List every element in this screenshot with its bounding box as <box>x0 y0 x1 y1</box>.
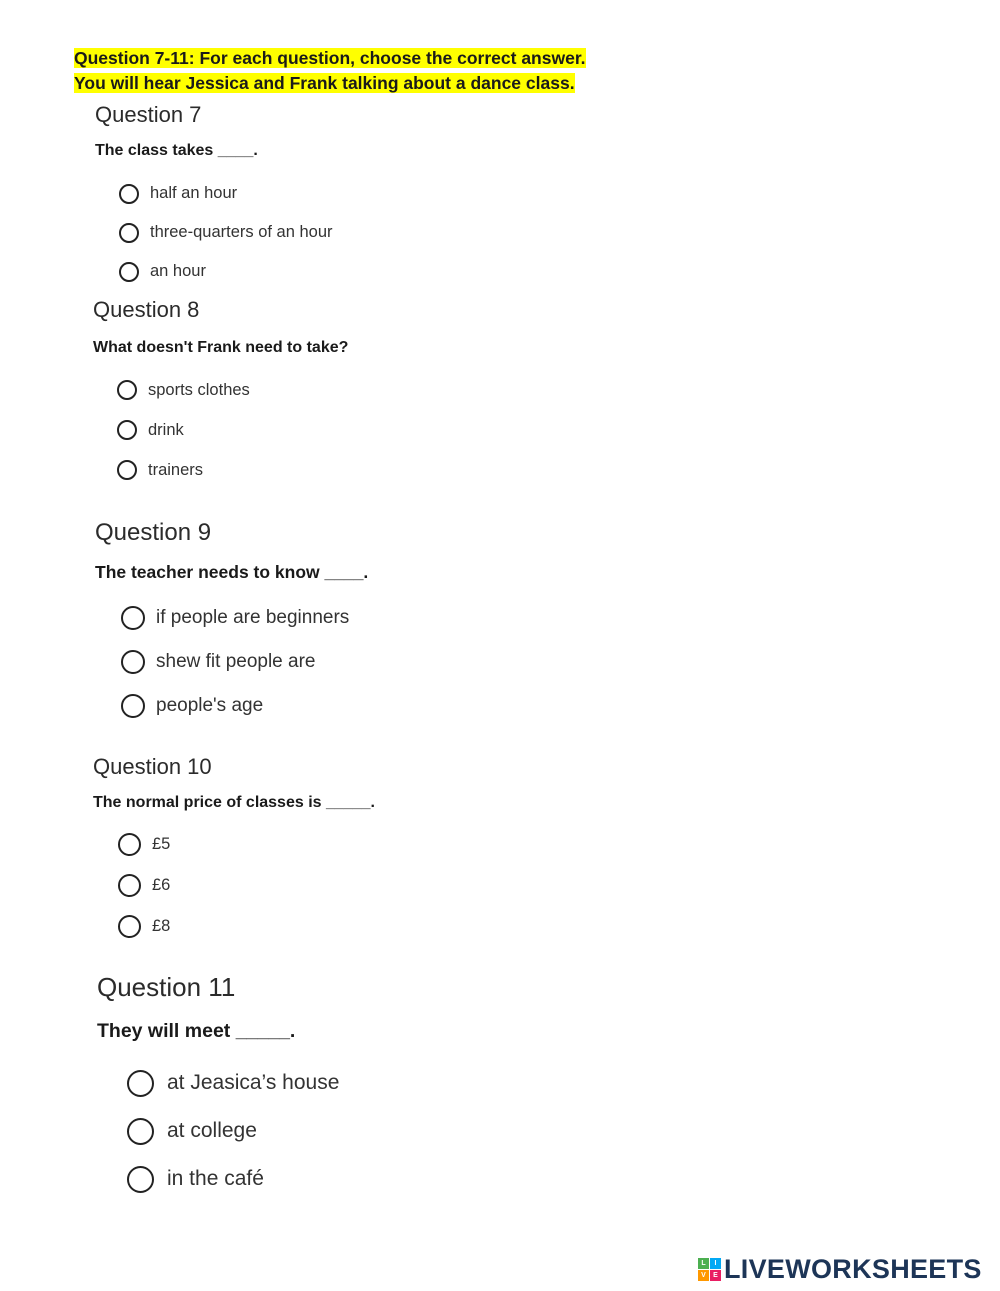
question-title: Question 11 <box>97 972 236 1002</box>
options-list <box>117 370 348 490</box>
radio-button[interactable] <box>127 1166 154 1193</box>
radio-button[interactable] <box>119 262 139 282</box>
answer-option[interactable] <box>117 410 348 450</box>
answer-option[interactable] <box>121 596 368 640</box>
answer-option[interactable] <box>117 370 348 410</box>
logo-text: LIVEWORKSHEETS <box>724 1254 982 1284</box>
answer-option[interactable] <box>119 252 333 291</box>
answer-option[interactable] <box>119 174 333 213</box>
radio-button[interactable] <box>117 420 137 440</box>
option-label: people's age <box>156 695 264 716</box>
answer-option[interactable] <box>127 1059 339 1107</box>
radio-button[interactable] <box>127 1118 154 1145</box>
option-label: at Jeasica’s house <box>167 1071 340 1094</box>
answer-option[interactable] <box>121 684 368 728</box>
question-8 <box>93 297 348 490</box>
question-prompt: What doesn't Frank need to take? <box>93 339 349 356</box>
question-prompt: They will meet _____. <box>97 1020 296 1042</box>
logo-mark-letter: I <box>710 1258 721 1269</box>
logo-mark-icon <box>698 1258 721 1281</box>
radio-button[interactable] <box>117 460 137 480</box>
option-label: three-quarters of an hour <box>150 223 333 241</box>
instructions <box>74 46 586 96</box>
instructions-line-2: You will hear Jessica and Frank talking about a dance class. <box>74 73 575 93</box>
options-list <box>118 824 375 947</box>
radio-button[interactable] <box>121 650 145 674</box>
option-label: if people are beginners <box>156 607 350 628</box>
option-label: £5 <box>152 835 171 853</box>
logo-mark-letter: L <box>698 1258 709 1269</box>
instructions-line-1: Question 7-11: For each question, choose the correct answer. <box>74 48 586 68</box>
radio-button[interactable] <box>118 874 141 897</box>
radio-button[interactable] <box>121 694 145 718</box>
radio-button[interactable] <box>127 1070 154 1097</box>
option-label: half an hour <box>150 184 238 202</box>
option-label: £6 <box>152 876 171 894</box>
option-label: drink <box>148 420 184 439</box>
question-prompt: The teacher needs to know ____. <box>95 562 369 582</box>
answer-option[interactable] <box>117 450 348 490</box>
option-label: trainers <box>148 460 204 479</box>
answer-option[interactable] <box>118 865 375 906</box>
options-list <box>127 1059 339 1203</box>
radio-button[interactable] <box>118 915 141 938</box>
option-label: £8 <box>152 917 171 935</box>
answer-option[interactable] <box>121 640 368 684</box>
question-title: Question 10 <box>93 754 212 779</box>
answer-option[interactable] <box>127 1155 339 1203</box>
option-label: in the café <box>167 1167 264 1190</box>
radio-button[interactable] <box>119 223 139 243</box>
radio-button[interactable] <box>119 184 139 204</box>
logo-mark-letter: E <box>710 1270 721 1281</box>
question-title: Question 8 <box>93 297 200 322</box>
question-prompt: The class takes ____. <box>95 142 258 159</box>
question-11 <box>97 972 339 1203</box>
option-label: sports clothes <box>148 380 250 399</box>
question-7 <box>95 102 333 291</box>
answer-option[interactable] <box>127 1107 339 1155</box>
question-prompt: The normal price of classes is _____. <box>93 794 375 811</box>
answer-option[interactable] <box>118 824 375 865</box>
answer-option[interactable] <box>119 213 333 252</box>
question-title: Question 7 <box>95 102 202 127</box>
options-list <box>121 596 368 728</box>
option-label: shew fit people are <box>156 651 316 672</box>
option-label: an hour <box>150 262 206 280</box>
logo-mark-letter: V <box>698 1270 709 1281</box>
question-9 <box>95 519 368 728</box>
question-10 <box>93 754 375 947</box>
radio-button[interactable] <box>121 606 145 630</box>
liveworksheets-logo <box>698 1254 982 1285</box>
options-list <box>119 174 333 291</box>
question-title: Question 9 <box>95 519 212 546</box>
option-label: at college <box>167 1119 257 1142</box>
answer-option[interactable] <box>118 906 375 947</box>
radio-button[interactable] <box>118 833 141 856</box>
radio-button[interactable] <box>117 380 137 400</box>
